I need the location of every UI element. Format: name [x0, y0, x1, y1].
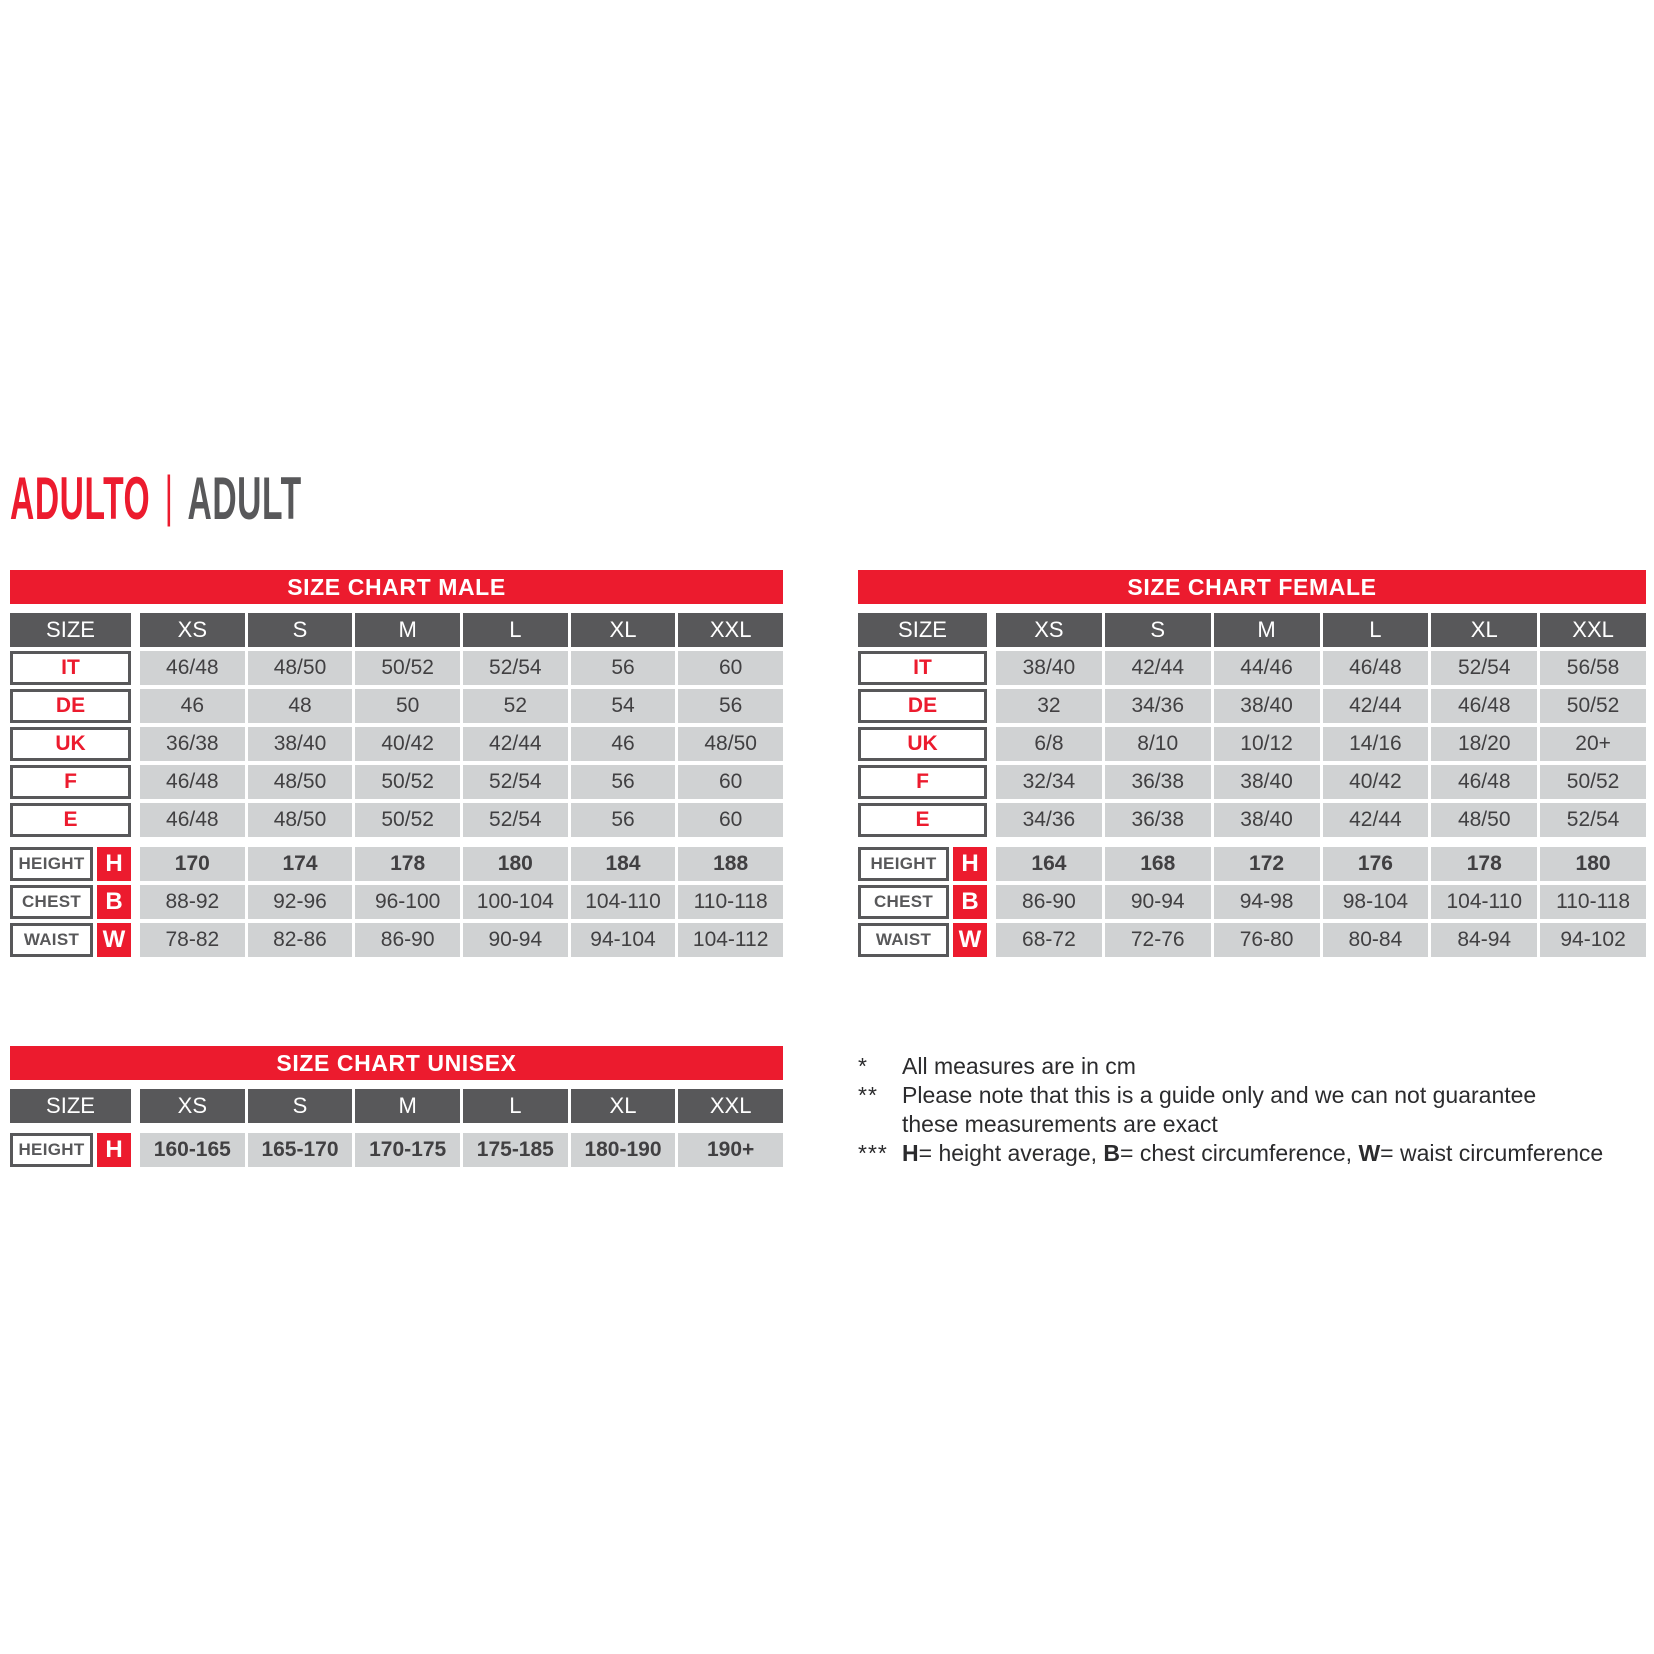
- measure-value-cell: 184: [571, 847, 676, 881]
- size-chart-unisex-table: [10, 1046, 783, 1171]
- footnote-segment: H: [902, 1140, 919, 1166]
- measure-value-cell: 164: [996, 847, 1102, 881]
- table-title-bar: SIZE CHART FEMALE: [858, 570, 1646, 604]
- size-value-cell: 8/10: [1105, 727, 1211, 761]
- column-header-row: [10, 613, 783, 647]
- size-value-cell: 14/16: [1323, 727, 1429, 761]
- measure-value-cell: 170: [140, 847, 245, 881]
- size-value-cell: 48/50: [1431, 803, 1537, 837]
- size-value-cell: 52: [463, 689, 568, 723]
- measure-label-track: [858, 847, 993, 881]
- size-header-track: [10, 1089, 137, 1123]
- table-title-bar: SIZE CHART MALE: [10, 570, 783, 604]
- size-value-cell: 54: [571, 689, 676, 723]
- size-value-cell: 56: [571, 651, 676, 685]
- measure-value-cell: 84-94: [1431, 923, 1537, 957]
- size-chart-male-table: [10, 570, 783, 961]
- measure-row: [10, 1133, 783, 1167]
- size-value-cell: 48/50: [248, 765, 353, 799]
- measure-value-cell: 190+: [678, 1133, 783, 1167]
- size-value-cell: 40/42: [355, 727, 460, 761]
- size-value-cell: 38/40: [1214, 765, 1320, 799]
- column-header-cell: XS: [996, 613, 1102, 647]
- measure-value-cell: 110-118: [1540, 885, 1646, 919]
- footnote-segment: these measurements are exact: [902, 1111, 1218, 1137]
- size-value-cell: 52/54: [463, 803, 568, 837]
- footnote-text: [902, 1081, 1618, 1139]
- measure-value-cell: 170-175: [355, 1133, 460, 1167]
- measure-label-track: [858, 885, 993, 919]
- column-header-cell: L: [463, 1089, 568, 1123]
- size-value-cell: 10/12: [1214, 727, 1320, 761]
- measure-row: [10, 885, 783, 919]
- footnote-text: [902, 1139, 1618, 1168]
- column-header-cell: XS: [140, 613, 245, 647]
- size-value-cell: 38/40: [1214, 803, 1320, 837]
- page-title: [10, 463, 302, 532]
- measure-letter-badge: W: [953, 923, 987, 957]
- size-value-cell: 46: [140, 689, 245, 723]
- row-label-track: [10, 727, 137, 761]
- size-value-cell: 46: [571, 727, 676, 761]
- size-system-row: [10, 689, 783, 723]
- column-header-cell: M: [355, 613, 460, 647]
- row-label-track: [858, 651, 993, 685]
- size-value-cell: 52/54: [463, 651, 568, 685]
- measure-section: [10, 847, 783, 957]
- size-value-cell: 46/48: [140, 651, 245, 685]
- size-value-cell: 52/54: [463, 765, 568, 799]
- measure-value-cell: 90-94: [463, 923, 568, 957]
- measure-value-cell: 110-118: [678, 885, 783, 919]
- measure-value-cell: 188: [678, 847, 783, 881]
- column-header-cell: XXL: [678, 613, 783, 647]
- footnote-marker: **: [858, 1082, 878, 1108]
- measure-value-cell: 178: [1431, 847, 1537, 881]
- size-value-cell: 50/52: [1540, 689, 1646, 723]
- measure-row: [858, 885, 1646, 919]
- size-header-cell: SIZE: [858, 613, 987, 647]
- size-system-label: UK: [858, 727, 987, 761]
- size-value-cell: 42/44: [463, 727, 568, 761]
- column-header-row: [858, 613, 1646, 647]
- measure-value-cell: 165-170: [248, 1133, 353, 1167]
- size-system-label: DE: [10, 689, 131, 723]
- footnote: [858, 1081, 1618, 1139]
- column-header-cell: XS: [140, 1089, 245, 1123]
- size-system-label: E: [858, 803, 987, 837]
- footnotes: [858, 1052, 1618, 1168]
- column-header-cell: XL: [1431, 613, 1537, 647]
- measure-value-cell: 178: [355, 847, 460, 881]
- size-value-cell: 50: [355, 689, 460, 723]
- column-header-cell: XXL: [1540, 613, 1646, 647]
- size-value-cell: 34/36: [1105, 689, 1211, 723]
- size-system-row: [10, 765, 783, 799]
- measure-value-cell: 174: [248, 847, 353, 881]
- measure-label-track: [10, 847, 137, 881]
- size-value-cell: 50/52: [1540, 765, 1646, 799]
- size-value-cell: 46/48: [1431, 689, 1537, 723]
- measure-label: WAIST: [10, 923, 93, 957]
- measure-value-cell: 172: [1214, 847, 1320, 881]
- measure-value-cell: 68-72: [996, 923, 1102, 957]
- measure-section: [10, 1133, 783, 1167]
- measure-value-cell: 180-190: [571, 1133, 676, 1167]
- size-value-cell: 50/52: [355, 803, 460, 837]
- footnote-marker: *: [858, 1053, 868, 1079]
- measure-letter-badge: H: [97, 1133, 131, 1167]
- measure-label: HEIGHT: [10, 847, 93, 881]
- measure-row: [10, 847, 783, 881]
- size-value-cell: 38/40: [248, 727, 353, 761]
- column-header-cell: XL: [571, 613, 676, 647]
- measure-letter-badge: W: [97, 923, 131, 957]
- measure-value-cell: 160-165: [140, 1133, 245, 1167]
- size-value-cell: 42/44: [1105, 651, 1211, 685]
- size-system-label: DE: [858, 689, 987, 723]
- column-header-cell: XXL: [678, 1089, 783, 1123]
- size-value-cell: 38/40: [996, 651, 1102, 685]
- size-value-cell: 56: [678, 689, 783, 723]
- size-value-cell: 44/46: [1214, 651, 1320, 685]
- size-value-cell: 36/38: [1105, 803, 1211, 837]
- size-system-row: [858, 727, 1646, 761]
- size-value-cell: 40/42: [1323, 765, 1429, 799]
- size-system-row: [858, 803, 1646, 837]
- measure-value-cell: 175-185: [463, 1133, 568, 1167]
- measure-value-cell: 76-80: [1214, 923, 1320, 957]
- measure-value-cell: 94-98: [1214, 885, 1320, 919]
- size-header-cell: SIZE: [10, 1089, 131, 1123]
- column-header-cell: M: [1214, 613, 1320, 647]
- row-label-track: [858, 689, 993, 723]
- size-value-cell: 48/50: [248, 651, 353, 685]
- measure-value-cell: 180: [463, 847, 568, 881]
- measure-value-cell: 90-94: [1105, 885, 1211, 919]
- size-system-label: UK: [10, 727, 131, 761]
- title-divider: |: [164, 463, 173, 527]
- footnote-segment: All measures are in cm: [902, 1053, 1136, 1079]
- measure-row: [858, 923, 1646, 957]
- size-value-cell: 60: [678, 651, 783, 685]
- size-value-cell: 6/8: [996, 727, 1102, 761]
- footnote: [858, 1052, 1618, 1081]
- size-system-label: IT: [858, 651, 987, 685]
- size-value-cell: 36/38: [140, 727, 245, 761]
- size-value-cell: 18/20: [1431, 727, 1537, 761]
- row-label-track: [10, 651, 137, 685]
- measure-value-cell: 82-86: [248, 923, 353, 957]
- footnote-segment: = chest circumference,: [1120, 1140, 1359, 1166]
- measure-label-track: [10, 923, 137, 957]
- size-value-cell: 60: [678, 803, 783, 837]
- measure-value-cell: 96-100: [355, 885, 460, 919]
- column-header-cell: XL: [571, 1089, 676, 1123]
- row-label-track: [858, 727, 993, 761]
- measure-value-cell: 72-76: [1105, 923, 1211, 957]
- size-value-cell: 48: [248, 689, 353, 723]
- footnote-segment: W: [1358, 1140, 1381, 1166]
- size-value-cell: 42/44: [1323, 803, 1429, 837]
- page-title-english: ADULT: [187, 464, 302, 532]
- size-value-cell: 34/36: [996, 803, 1102, 837]
- measure-label-track: [10, 1133, 137, 1167]
- measure-value-cell: 176: [1323, 847, 1429, 881]
- size-value-cell: 48/50: [678, 727, 783, 761]
- column-header-cell: L: [463, 613, 568, 647]
- size-value-cell: 52/54: [1540, 803, 1646, 837]
- row-label-track: [10, 765, 137, 799]
- measure-value-cell: 80-84: [1323, 923, 1429, 957]
- measure-letter-badge: H: [97, 847, 131, 881]
- page-title-italian: ADULTO: [10, 464, 151, 532]
- footnote-text: [902, 1052, 1618, 1081]
- measure-label: WAIST: [858, 923, 949, 957]
- size-value-cell: 52/54: [1431, 651, 1537, 685]
- size-value-cell: 50/52: [355, 651, 460, 685]
- measure-label-track: [10, 885, 137, 919]
- measure-value-cell: 98-104: [1323, 885, 1429, 919]
- measure-row: [10, 923, 783, 957]
- size-system-label: E: [10, 803, 131, 837]
- measure-value-cell: 94-104: [571, 923, 676, 957]
- column-header-cell: S: [248, 613, 353, 647]
- size-value-cell: 50/52: [355, 765, 460, 799]
- size-system-row: [10, 651, 783, 685]
- measure-section: [858, 847, 1646, 957]
- footnote-segment: = height average,: [918, 1140, 1104, 1166]
- size-value-cell: 38/40: [1214, 689, 1320, 723]
- row-label-track: [858, 803, 993, 837]
- size-value-cell: 46/48: [1431, 765, 1537, 799]
- measure-value-cell: 86-90: [355, 923, 460, 957]
- measure-label: CHEST: [858, 885, 949, 919]
- measure-label: CHEST: [10, 885, 93, 919]
- table-title-bar: SIZE CHART UNISEX: [10, 1046, 783, 1080]
- size-value-cell: 46/48: [140, 803, 245, 837]
- size-chart-female-table: [858, 570, 1646, 961]
- size-system-label: F: [858, 765, 987, 799]
- column-header-cell: S: [1105, 613, 1211, 647]
- column-header-cell: M: [355, 1089, 460, 1123]
- column-header-row: [10, 1089, 783, 1123]
- measure-value-cell: 94-102: [1540, 923, 1646, 957]
- measure-value-cell: 180: [1540, 847, 1646, 881]
- measure-value-cell: 104-110: [1431, 885, 1537, 919]
- measure-value-cell: 88-92: [140, 885, 245, 919]
- measure-value-cell: 100-104: [463, 885, 568, 919]
- measure-label: HEIGHT: [858, 847, 949, 881]
- size-header-track: [858, 613, 993, 647]
- size-value-cell: 56: [571, 765, 676, 799]
- measure-value-cell: 78-82: [140, 923, 245, 957]
- measure-letter-badge: B: [97, 885, 131, 919]
- row-label-track: [858, 765, 993, 799]
- size-system-label: F: [10, 765, 131, 799]
- size-value-cell: 48/50: [248, 803, 353, 837]
- measure-value-cell: 86-90: [996, 885, 1102, 919]
- size-value-cell: 42/44: [1323, 689, 1429, 723]
- measure-label-track: [858, 923, 993, 957]
- size-header-track: [10, 613, 137, 647]
- size-value-cell: 46/48: [1323, 651, 1429, 685]
- size-header-cell: SIZE: [10, 613, 131, 647]
- size-value-cell: 56/58: [1540, 651, 1646, 685]
- size-value-cell: 36/38: [1105, 765, 1211, 799]
- row-label-track: [10, 689, 137, 723]
- footnote-marker: ***: [858, 1140, 888, 1166]
- size-value-cell: 20+: [1540, 727, 1646, 761]
- size-system-row: [858, 651, 1646, 685]
- measure-letter-badge: H: [953, 847, 987, 881]
- measure-value-cell: 168: [1105, 847, 1211, 881]
- size-system-row: [858, 765, 1646, 799]
- measure-value-cell: 104-110: [571, 885, 676, 919]
- size-system-row: [10, 727, 783, 761]
- size-value-cell: 32: [996, 689, 1102, 723]
- size-system-label: IT: [10, 651, 131, 685]
- size-value-cell: 32/34: [996, 765, 1102, 799]
- measure-value-cell: 92-96: [248, 885, 353, 919]
- size-value-cell: 60: [678, 765, 783, 799]
- footnote-segment: Please note that this is a guide only and we can not guarantee: [902, 1082, 1537, 1108]
- size-system-row: [858, 689, 1646, 723]
- measure-row: [858, 847, 1646, 881]
- measure-value-cell: 104-112: [678, 923, 783, 957]
- measure-letter-badge: B: [953, 885, 987, 919]
- column-header-cell: S: [248, 1089, 353, 1123]
- footnote-segment: B: [1103, 1140, 1121, 1166]
- footnote-segment: = waist circumference: [1380, 1140, 1604, 1166]
- measure-label: HEIGHT: [10, 1133, 93, 1167]
- footnote: [858, 1139, 1618, 1168]
- row-label-track: [10, 803, 137, 837]
- size-value-cell: 46/48: [140, 765, 245, 799]
- size-value-cell: 56: [571, 803, 676, 837]
- column-header-cell: L: [1323, 613, 1429, 647]
- size-system-row: [10, 803, 783, 837]
